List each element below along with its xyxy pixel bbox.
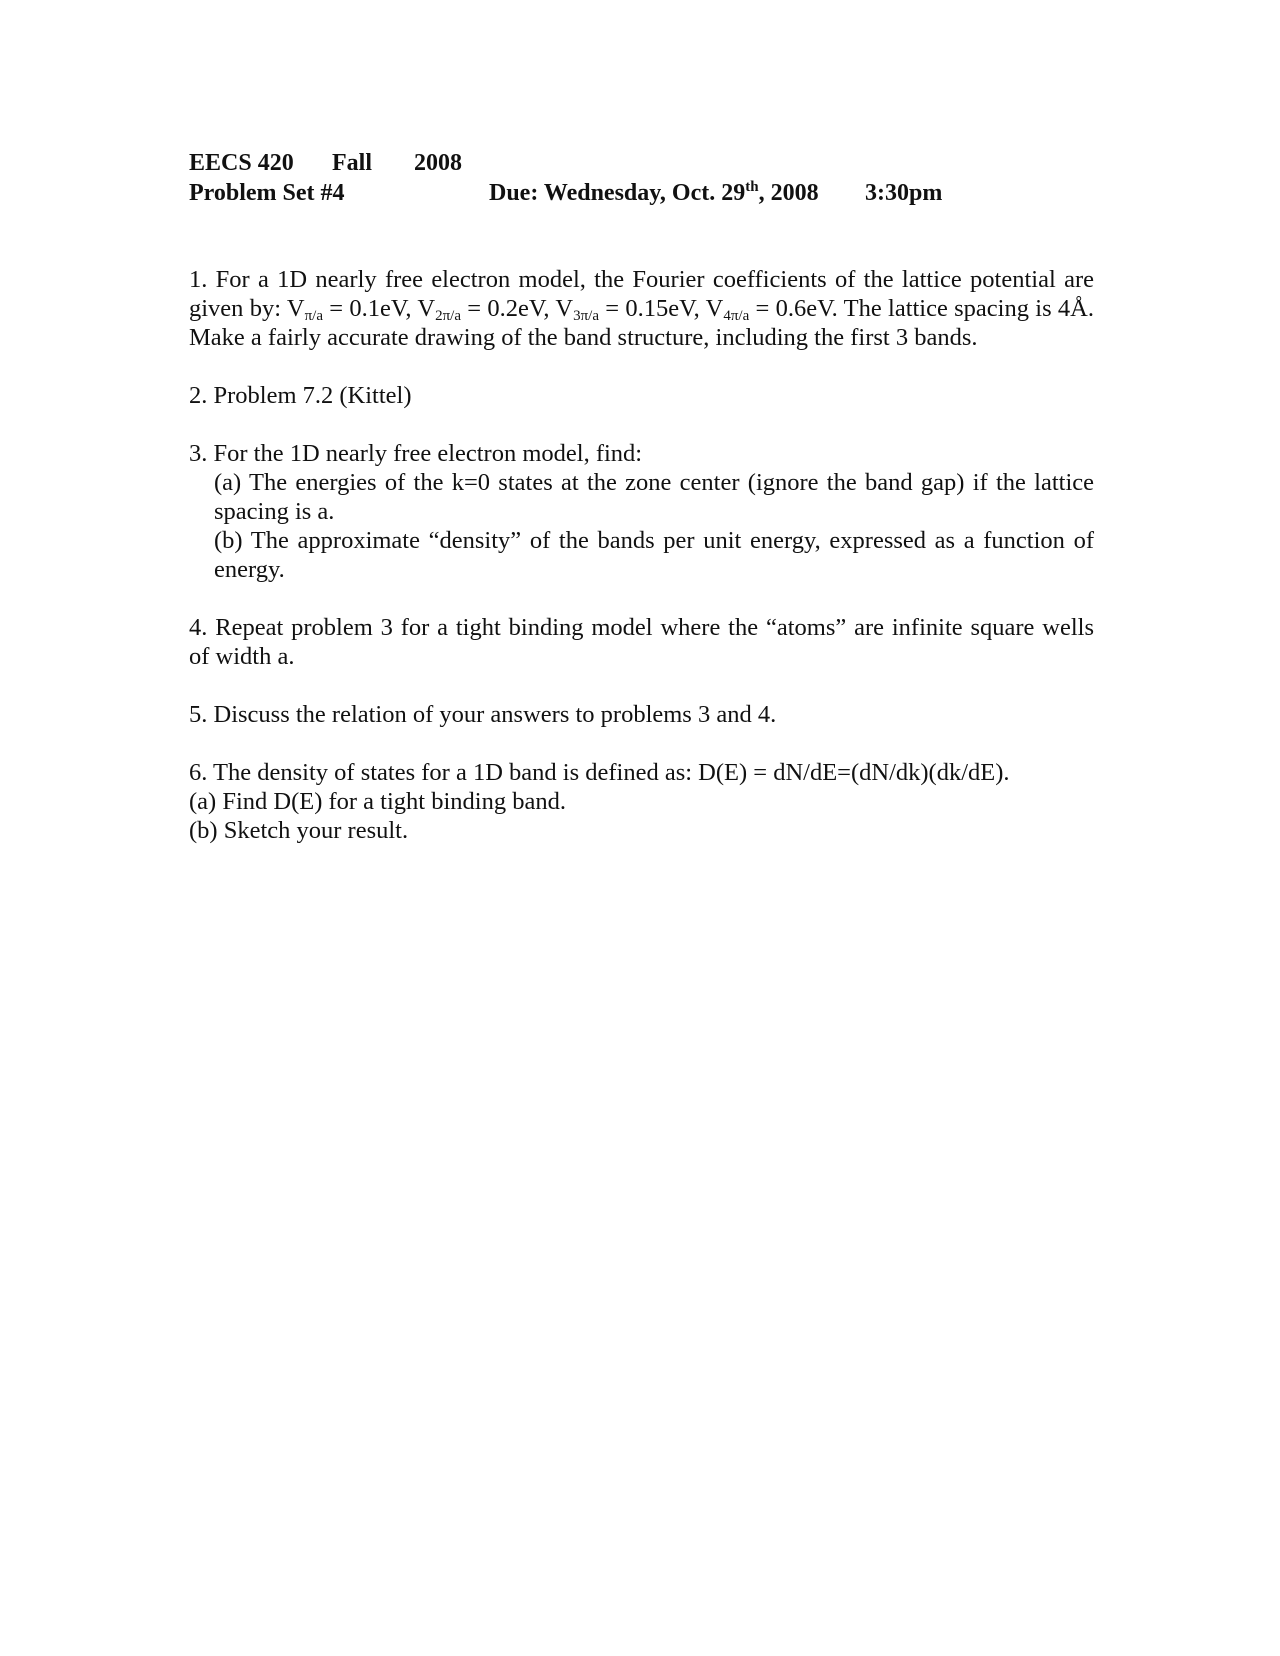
problem-1-text-part: = 0.6eV. The lattice spacing is 4Å. Make a fairly accurate drawing of the band structure, including the first 3 bands. [189, 295, 1094, 351]
problem-set-title: Problem Set #4 [189, 180, 345, 206]
problem-3-part-a: (a) The energies of the k=0 states at the zone center (ignore the band gap) if the lattice spacing is a. [214, 469, 1094, 525]
problem-6 [189, 758, 1094, 845]
problem-6-part-a: (a) Find D(E) for a tight binding band. [189, 788, 566, 815]
problem-1 [189, 265, 1094, 352]
subscript-3pi-over-a: 3π/a [573, 308, 599, 324]
header-line-1 [189, 148, 1089, 178]
problem-3 [189, 439, 1094, 584]
problem-6-stem: 6. The density of states for a 1D band is defined as: D(E) = dN/dE=(dN/dk)(dk/dE). [189, 759, 1010, 786]
due-date [489, 178, 819, 208]
due-date-text: Due: Wednesday, Oct. 29 [489, 180, 746, 206]
problem-1-text-part: = 0.1eV, V [322, 295, 436, 322]
header [189, 148, 1089, 208]
problem-5 [189, 700, 1094, 729]
problem-5-text: 5. Discuss the relation of your answers to problems 3 and 4. [189, 701, 777, 728]
subscript-pi-over-a: π/a [304, 308, 323, 324]
problem-3-part-b: (b) The approximate “density” of the bands per unit energy, expressed as a function of energy. [214, 527, 1094, 583]
problem-1-text-part: = 0.15eV, V [598, 295, 724, 322]
due-time: 3:30pm [865, 180, 943, 206]
problem-3-stem: 3. For the 1D nearly free electron model, find: [189, 440, 643, 467]
header-line-2 [189, 178, 1089, 208]
problem-2 [189, 381, 1094, 410]
year: 2008 [414, 150, 462, 176]
problem-2-text: 2. Problem 7.2 (Kittel) [189, 382, 412, 409]
subscript-4pi-over-a: 4π/a [723, 308, 750, 324]
problem-1-text-part: 1. For a 1D nearly free electron model, the Fourier coefficients of the lattice potential are given by: V [189, 266, 1094, 322]
subscript-2pi-over-a: 2π/a [435, 308, 461, 324]
problem-4 [189, 613, 1094, 671]
due-date-ordinal: th [745, 179, 759, 195]
problem-6-part-b: (b) Sketch your result. [189, 817, 409, 844]
problem-4-text: 4. Repeat problem 3 for a tight binding model where the “atoms” are infinite square wells of width a. [189, 614, 1094, 670]
course-code: EECS 420 [189, 150, 294, 176]
problem-list [189, 265, 1094, 874]
problem-1-text-part: = 0.2eV, V [460, 295, 574, 322]
problem-1-text [189, 265, 1094, 352]
term: Fall [332, 150, 372, 176]
due-date-year: , 2008 [758, 180, 819, 206]
